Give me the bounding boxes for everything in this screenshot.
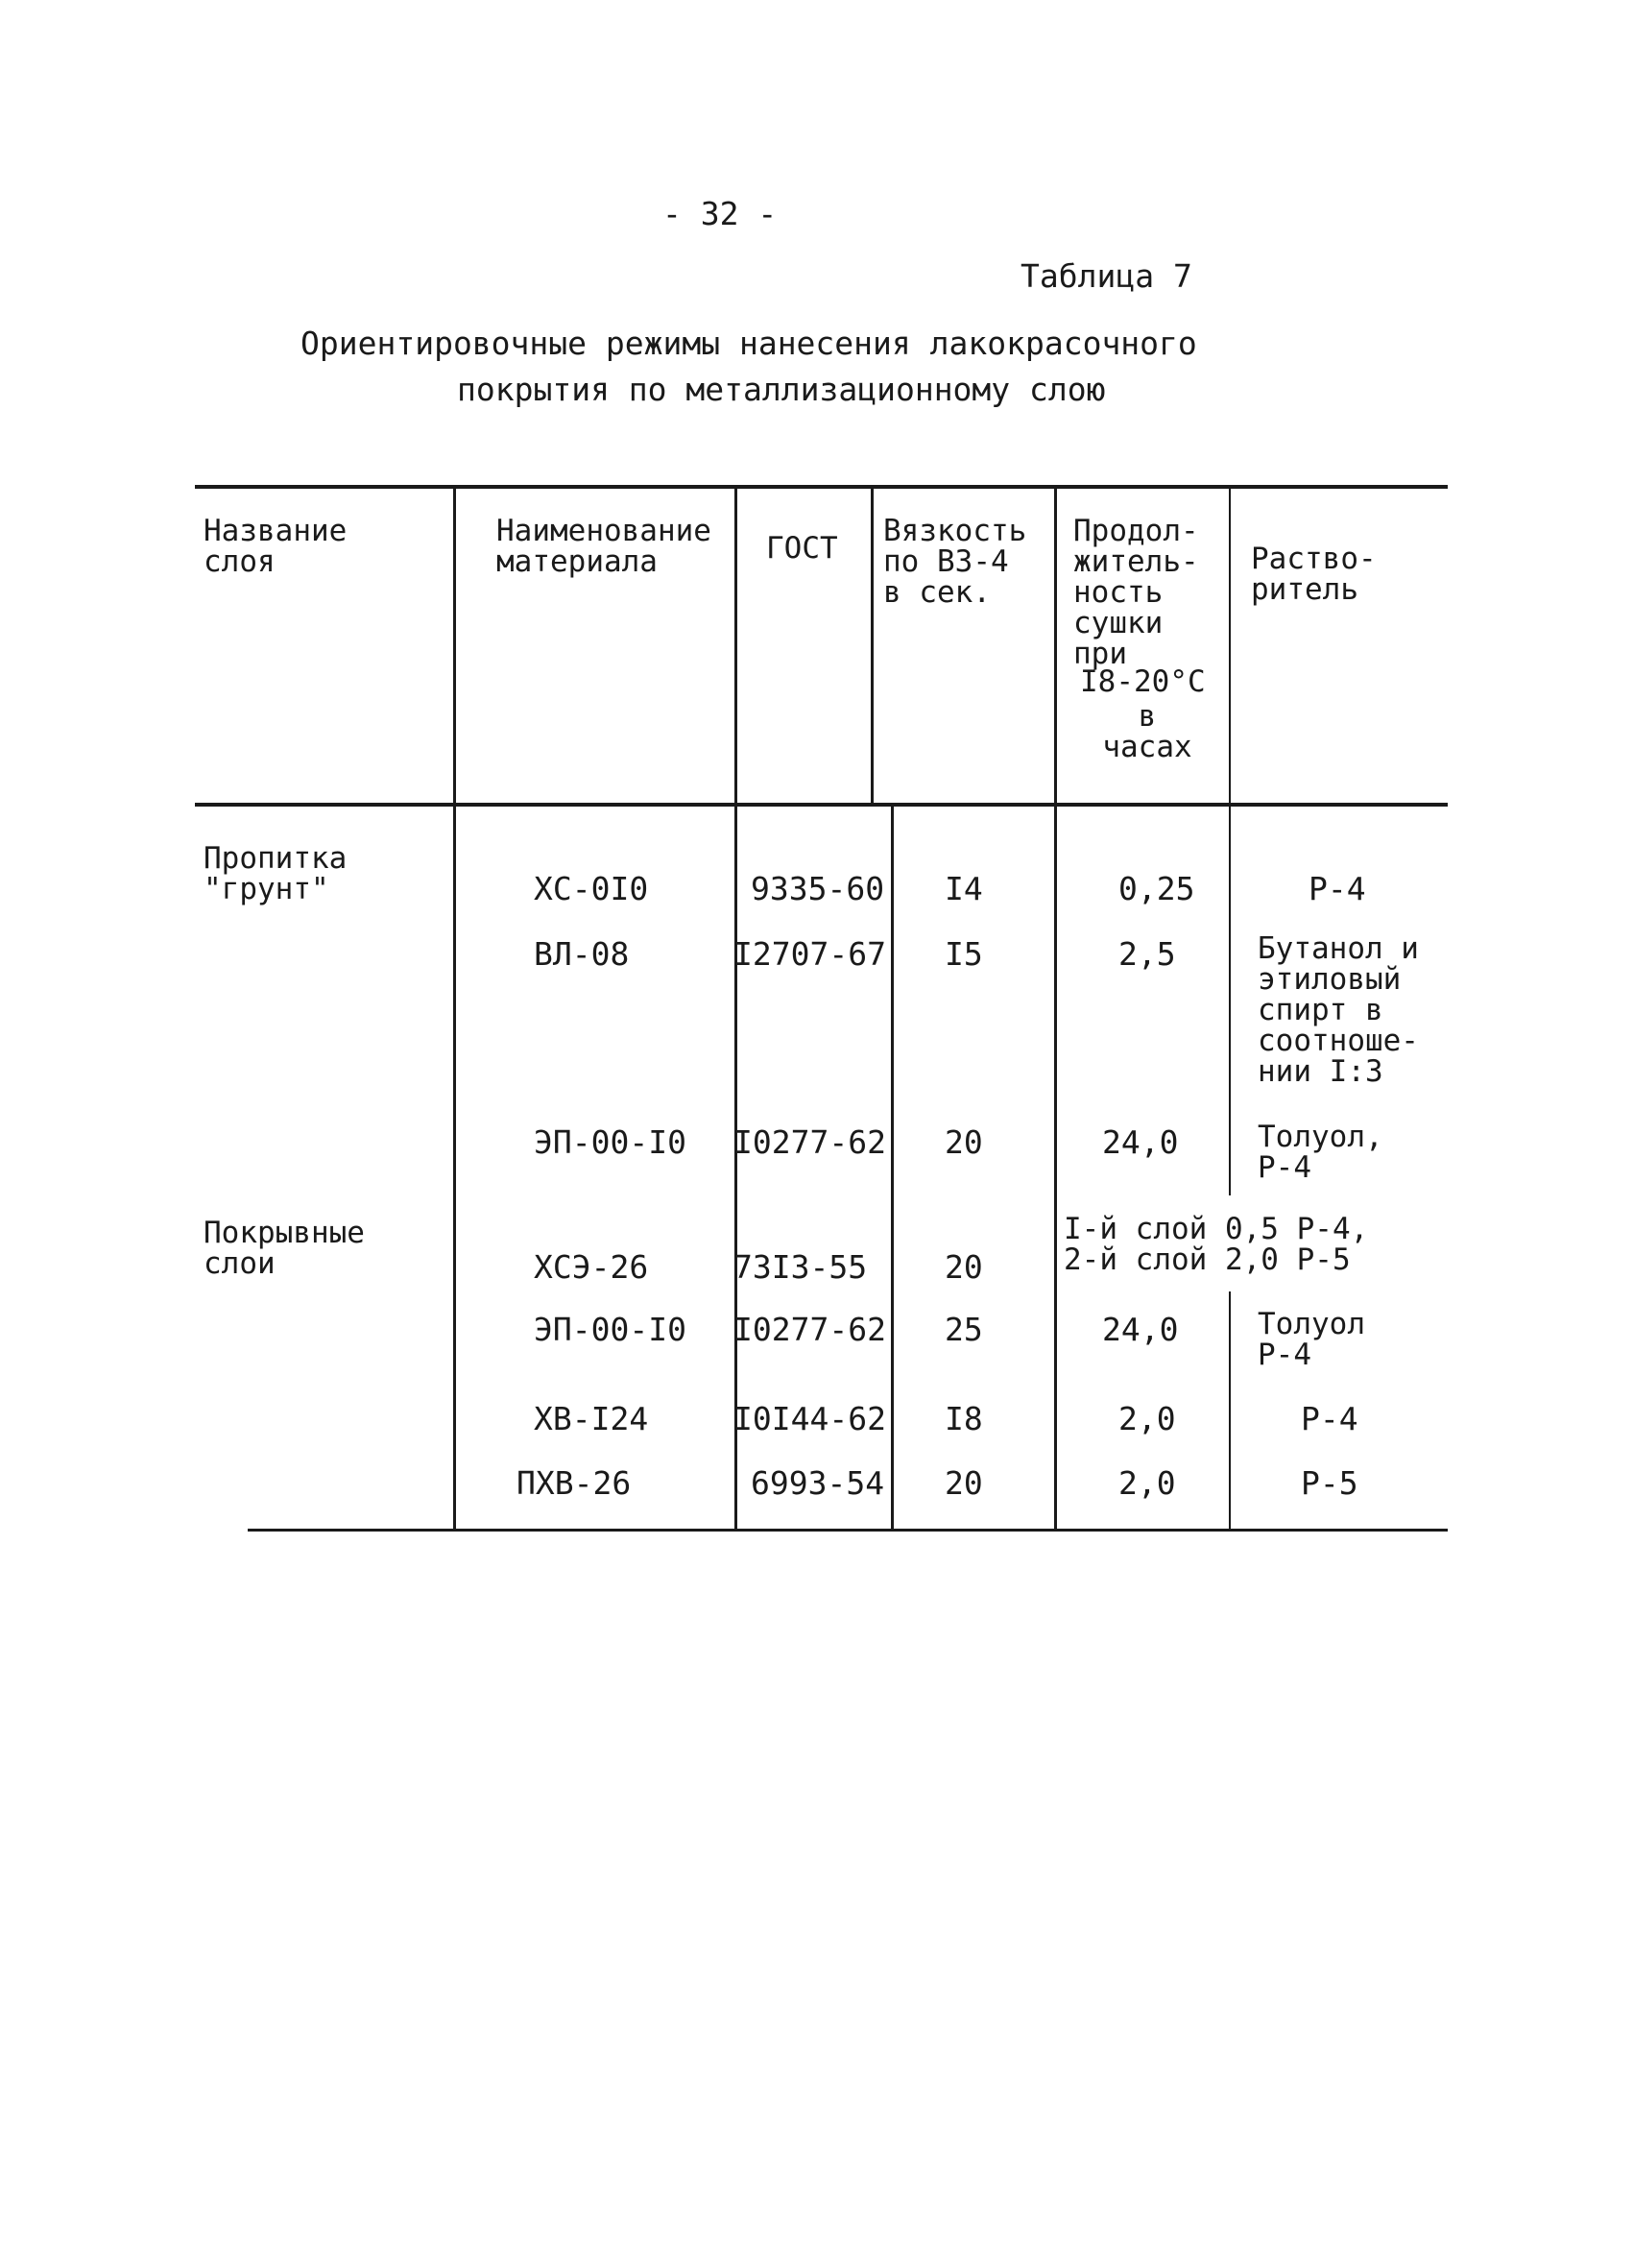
gost-cell: I0277-62 — [733, 1123, 886, 1161]
gost-cell: 9335-60 — [751, 870, 885, 907]
material-cell: ВЛ-08 — [534, 935, 630, 973]
viscosity-cell: 25 — [945, 1311, 983, 1348]
column-divider — [1229, 807, 1231, 1195]
page-number: - 32 - — [662, 195, 778, 232]
gost-cell: I0I44-62 — [733, 1400, 886, 1437]
material-cell: ЭП-00-I0 — [534, 1123, 686, 1161]
group-topcoat-label: Покрывные слои — [204, 1216, 365, 1281]
duration-cell: 0,25 — [1118, 870, 1195, 907]
solvent-cell: Р-4 — [1309, 870, 1366, 907]
column-divider — [871, 485, 874, 805]
header-bottom-rule — [195, 803, 1448, 807]
solvent-cell: Бутанол и этиловый спирт в соотноше- нии I:3 — [1258, 931, 1419, 1089]
header-drying-units: в часах — [1102, 699, 1192, 764]
duration-cell: 24,0 — [1102, 1123, 1179, 1161]
duration-cell: I-й слой 0,5 Р-4, 2-й слой 2,0 Р-5 — [1064, 1212, 1369, 1277]
gost-cell: 6993-54 — [751, 1464, 885, 1502]
viscosity-cell: 20 — [945, 1123, 983, 1161]
material-cell: ПХВ-26 — [516, 1464, 632, 1502]
table-bottom-rule — [248, 1529, 1448, 1532]
material-cell: ХВ-I24 — [534, 1400, 649, 1437]
header-drying-duration: Продол- житель- ность сушки при — [1073, 514, 1199, 671]
duration-cell: 2,0 — [1118, 1400, 1176, 1437]
table-title-line-2: покрытия по металлизационному слою — [457, 371, 1106, 408]
header-gost: ГОСТ — [766, 531, 838, 566]
column-divider — [453, 485, 456, 1530]
column-divider — [734, 485, 737, 1530]
table-title-line-1: Ориентировочные режимы нанесения лакокрасочного — [300, 325, 1197, 362]
gost-cell: I2707-67 — [733, 935, 886, 973]
viscosity-cell: I8 — [945, 1400, 983, 1437]
duration-cell: 2,0 — [1118, 1464, 1176, 1502]
table-label: Таблица 7 — [1021, 257, 1192, 295]
duration-cell: 2,5 — [1118, 935, 1176, 973]
column-divider — [891, 807, 894, 1530]
header-drying-temperature: I8-20°С — [1080, 664, 1206, 699]
solvent-cell: Толуол Р-4 — [1258, 1307, 1365, 1372]
viscosity-cell: 20 — [945, 1464, 983, 1502]
solvent-cell: Р-4 — [1301, 1400, 1358, 1437]
gost-cell: I0277-62 — [733, 1311, 886, 1348]
material-cell: ЭП-00-I0 — [534, 1311, 686, 1348]
viscosity-cell: I4 — [945, 870, 983, 907]
material-cell: ХСЭ-26 — [534, 1248, 649, 1286]
table-top-rule — [195, 485, 1448, 489]
header-viscosity: Вязкость по ВЗ-4 в сек. — [883, 514, 1027, 610]
viscosity-cell: I5 — [945, 935, 983, 973]
gost-cell: 73I3-55 — [733, 1248, 868, 1286]
duration-cell: 24,0 — [1102, 1311, 1179, 1348]
header-material-name: Наименование материала — [496, 514, 711, 579]
header-layer-name: Название слоя — [204, 514, 348, 579]
header-solvent: Раство- ритель — [1251, 542, 1377, 607]
column-divider — [1229, 485, 1231, 805]
column-divider — [1054, 485, 1057, 1530]
solvent-cell: Толуол, Р-4 — [1258, 1120, 1383, 1185]
viscosity-cell: 20 — [945, 1248, 983, 1286]
group-primer-label: Пропитка "грунт" — [204, 841, 348, 906]
material-cell: ХС-0I0 — [534, 870, 649, 907]
column-divider — [1229, 1291, 1231, 1530]
solvent-cell: Р-5 — [1301, 1464, 1358, 1502]
